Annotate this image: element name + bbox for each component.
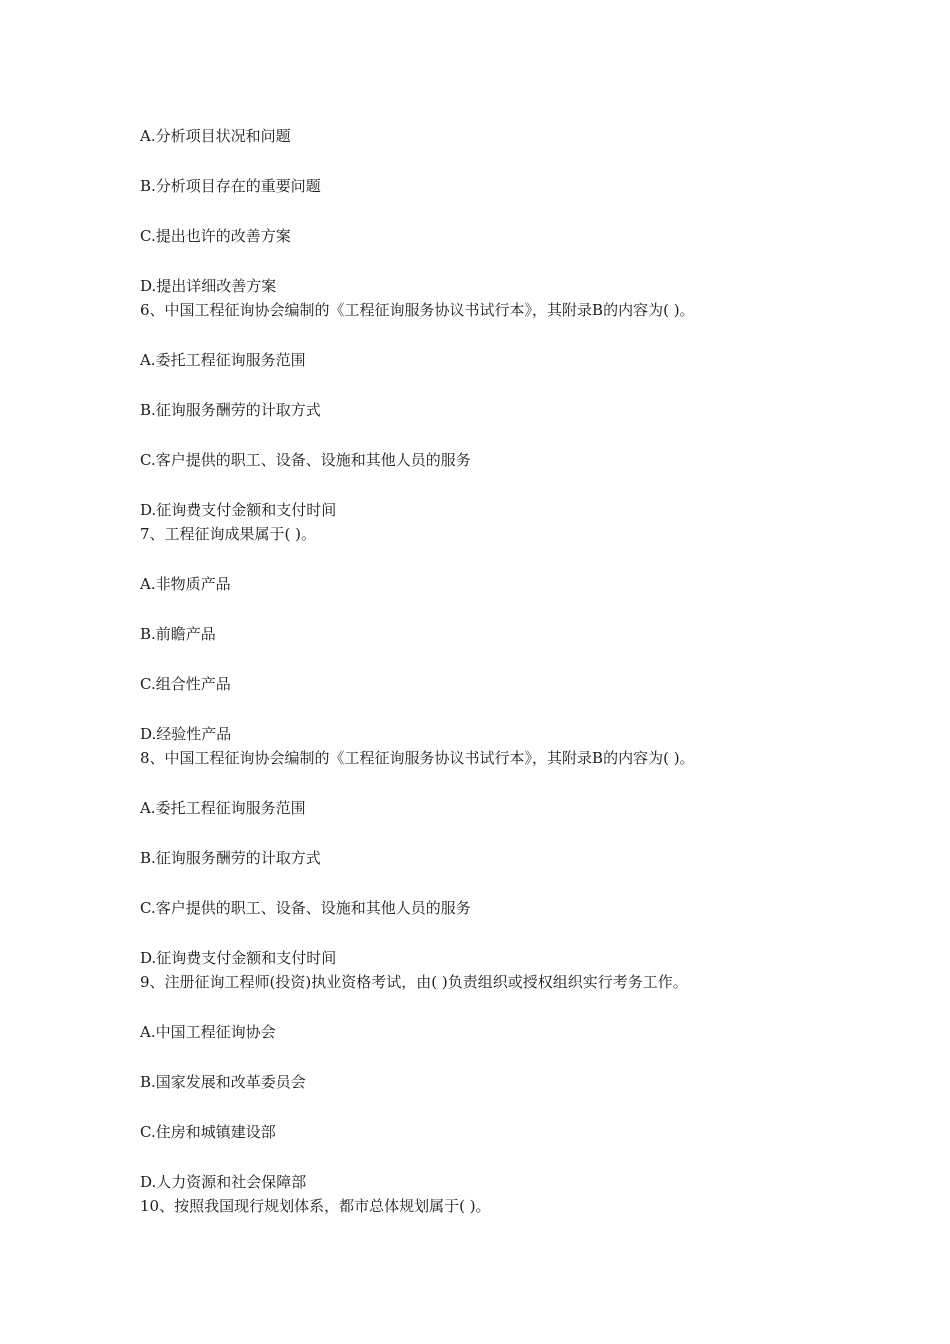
option-text: A.委托工程征询服务范围 <box>140 799 306 817</box>
option-text: C.住房和城镇建设部 <box>140 1123 276 1141</box>
option-text: D.征询费支付金额和支付时间 <box>140 949 337 967</box>
option-text: D.提出详细改善方案 <box>140 277 277 295</box>
option-text: D.征询费支付金额和支付时间 <box>140 501 337 519</box>
option-text: B.征询服务酬劳的计取方式 <box>140 401 321 419</box>
question-text: 7、工程征询成果属于( )。 <box>140 525 317 543</box>
question-text: 9、注册征询工程师(投资)执业资格考试，由( )负责组织或授权组织实行考务工作。 <box>140 973 688 991</box>
option-text: A.分析项目状况和问题 <box>140 127 291 145</box>
option-text: A.委托工程征询服务范围 <box>140 351 306 369</box>
option-text: B.分析项目存在的重要问题 <box>140 177 321 195</box>
option-text: C.提出也许的改善方案 <box>140 227 291 245</box>
option-text: A.中国工程征询协会 <box>140 1023 276 1041</box>
option-text: B.征询服务酬劳的计取方式 <box>140 849 321 867</box>
option-text: B.前瞻产品 <box>140 625 216 643</box>
option-text: C.客户提供的职工、设备、设施和其他人员的服务 <box>140 451 471 469</box>
question-text: 10、按照我国现行规划体系，都市总体规划属于( )。 <box>140 1197 491 1215</box>
option-text: C.组合性产品 <box>140 675 231 693</box>
option-text: A.非物质产品 <box>140 575 231 593</box>
option-text: D.经验性产品 <box>140 725 232 743</box>
option-text: D.人力资源和社会保障部 <box>140 1173 307 1191</box>
option-text: B.国家发展和改革委员会 <box>140 1073 306 1091</box>
question-text: 8、中国工程征询协会编制的《工程征询服务协议书试行本》，其附录B的内容为( )。 <box>140 749 695 767</box>
question-text: 6、中国工程征询协会编制的《工程征询服务协议书试行本》，其附录B的内容为( )。 <box>140 301 695 319</box>
option-text: C.客户提供的职工、设备、设施和其他人员的服务 <box>140 899 471 917</box>
